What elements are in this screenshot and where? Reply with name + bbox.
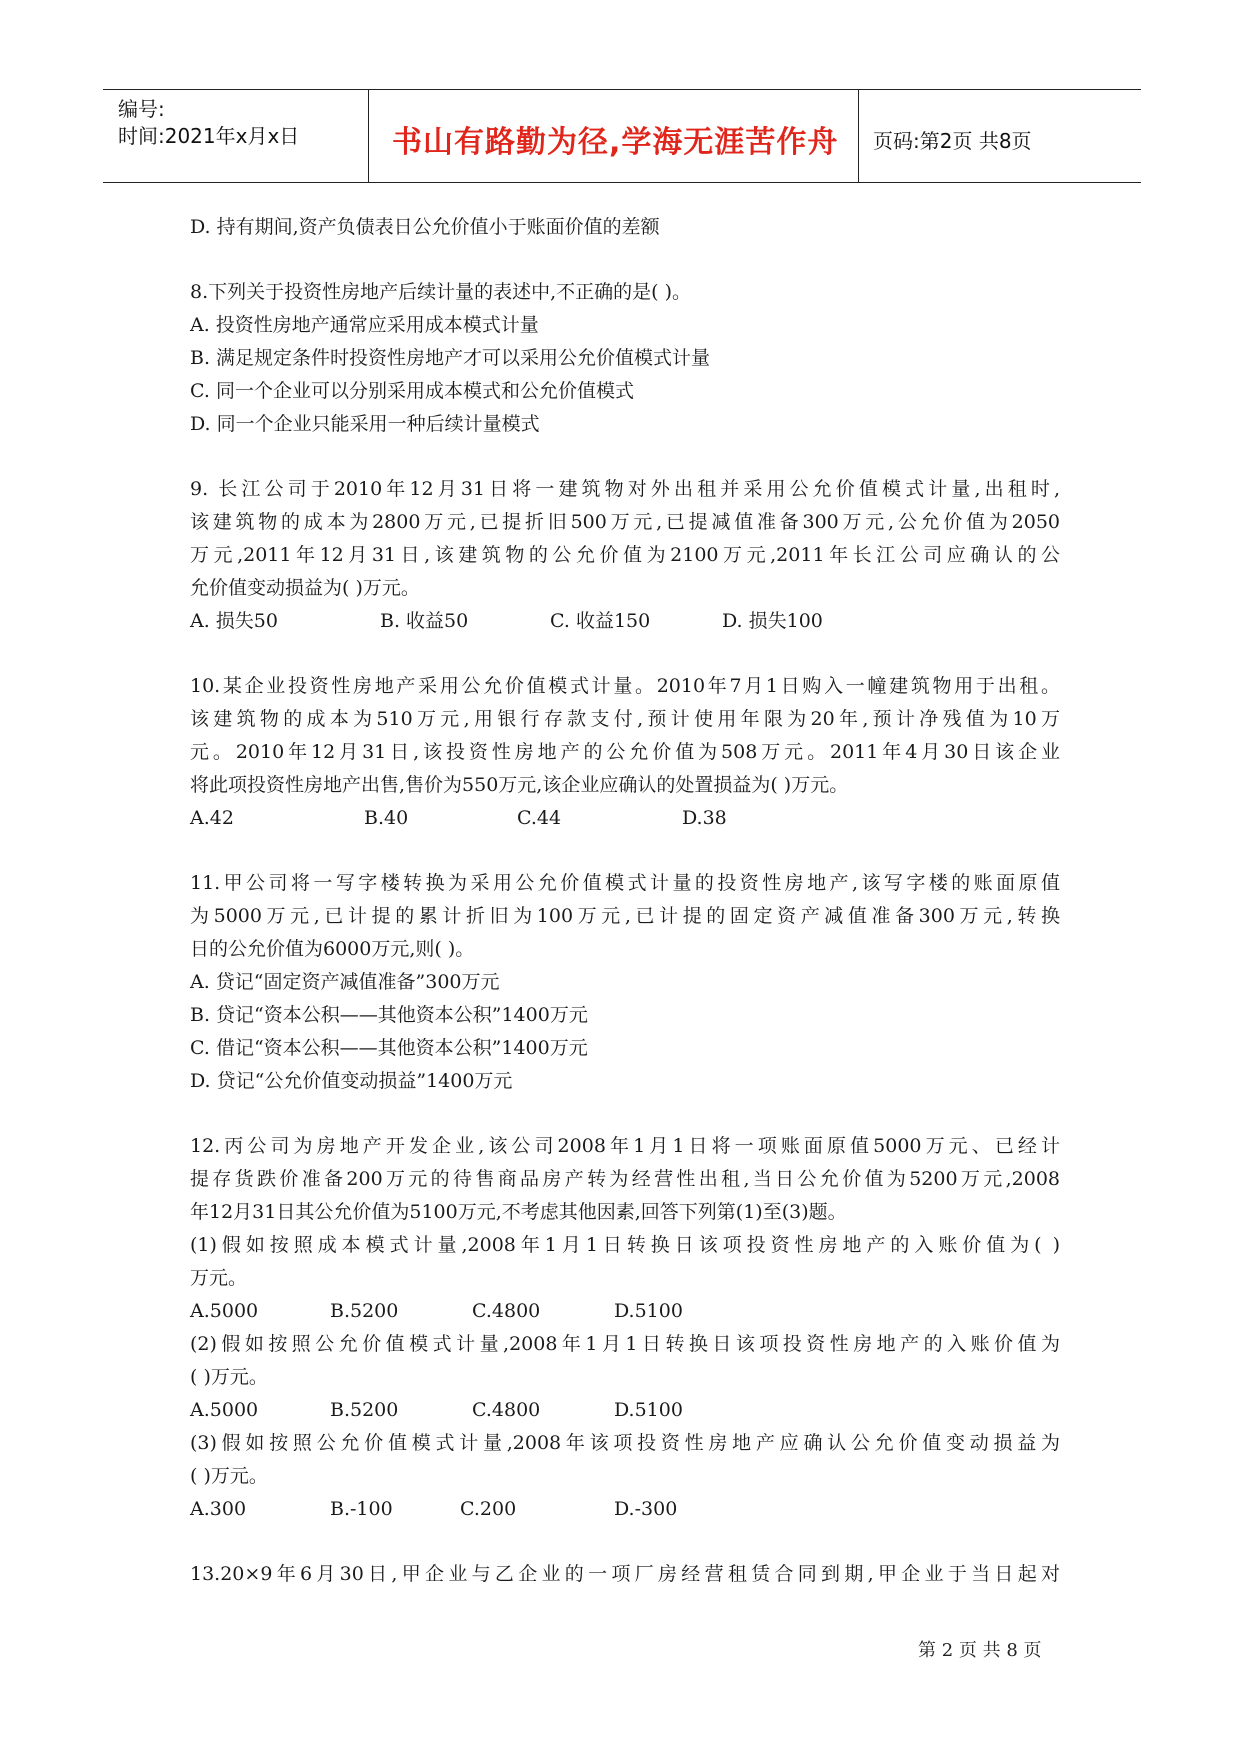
answer-option: A.5000 <box>190 1300 259 1322</box>
question-stem: 元。2010年12月31日,该投资性房地产的公允价值为508万元。2011年4月30日该企业 <box>190 741 1060 763</box>
answer-option: C.44 <box>517 807 562 829</box>
answer-option: B.5200 <box>330 1300 399 1322</box>
question-stem: 为5000万元,已计提的累计折旧为100万元,已计提的固定资产减值准备300万元,转换 <box>190 905 1060 927</box>
question-stem: 10.某企业投资性房地产采用公允价值模式计量。2010年7月1日购入一幢建筑物用于出租。 <box>190 675 1060 697</box>
question-stem: 将此项投资性房地产出售,售价为550万元,该企业应确认的处置损益为( )万元。 <box>190 774 849 796</box>
header-page-label: 页码:第2页 共8页 <box>873 129 1032 153</box>
answer-option: C.200 <box>460 1498 517 1520</box>
answer-option: D.-300 <box>614 1498 678 1520</box>
question-stem: 允价值变动损益为( )万元。 <box>190 577 420 599</box>
answer-option: A.42 <box>190 807 234 829</box>
question-option: D. 同一个企业只能采用一种后续计量模式 <box>190 413 540 435</box>
question-stem: 日的公允价值为6000万元,则( )。 <box>190 938 475 960</box>
answer-option: B.5200 <box>330 1399 399 1421</box>
answer-option: C.4800 <box>472 1300 541 1322</box>
sub-question: (3)假如按照公允价值模式计量,2008年该项投资性房地产应确认公允价值变动损益为 <box>190 1432 1060 1454</box>
question-stem: 年12月31日其公允价值为5100万元,不考虑其他因素,回答下列第(1)至(3)题。 <box>190 1201 847 1223</box>
sub-question: (1)假如按照成本模式计量,2008年1月1日转换日该项投资性房地产的入账价值为( ) <box>190 1234 1060 1256</box>
answer-option: D. 损失100 <box>722 610 823 632</box>
answer-option: D.5100 <box>614 1300 683 1322</box>
header-time-label: 时间:2021年x月x日 <box>118 124 300 148</box>
sub-question: (2)假如按照公允价值模式计量,2008年1月1日转换日该项投资性房地产的入账价值为 <box>190 1333 1060 1355</box>
question-stem: 该建筑物的成本为2800万元,已提折旧500万元,已提减值准备300万元,公允价值为2050 <box>190 511 1060 533</box>
sub-question: 万元。 <box>190 1267 248 1289</box>
question-option: C. 借记“资本公积——其他资本公积”1400万元 <box>190 1037 588 1059</box>
question-stem: 万元,2011年12月31日,该建筑物的公允价值为2100万元,2011年长江公司应确认的公 <box>190 544 1060 566</box>
question-stem: 12.丙公司为房地产开发企业,该公司2008年1月1日将一项账面原值5000万元、已经计 <box>190 1135 1060 1157</box>
header-motto: 书山有路勤为径,学海无涯苦作舟 <box>392 125 839 160</box>
answer-option: A. 损失50 <box>190 610 278 632</box>
header-top-rule <box>103 89 1141 90</box>
question-option: C. 同一个企业可以分别采用成本模式和公允价值模式 <box>190 380 634 402</box>
header-divider-left <box>368 89 369 182</box>
header-bottom-rule <box>103 182 1141 183</box>
sub-question: ( )万元。 <box>190 1366 268 1388</box>
answer-option: C.4800 <box>472 1399 541 1421</box>
answer-option: D.38 <box>682 807 727 829</box>
answer-option: B. 收益50 <box>380 610 469 632</box>
answer-option: A.5000 <box>190 1399 259 1421</box>
question-option: A. 投资性房地产通常应采用成本模式计量 <box>190 314 539 336</box>
page-footer: 第 2 页 共 8 页 <box>918 1640 1042 1661</box>
answer-option: D.5100 <box>614 1399 683 1421</box>
question-stem: 13.20×9年6月30日,甲企业与乙企业的一项厂房经营租赁合同到期,甲企业于当日起对 <box>190 1563 1060 1585</box>
question-stem: 9. 长江公司于2010年12月31日将一建筑物对外出租并采用公允价值模式计量,出租时, <box>190 478 1060 500</box>
answer-option: A.300 <box>190 1498 247 1520</box>
answer-option: B.40 <box>364 807 409 829</box>
question-stem: 8.下列关于投资性房地产后续计量的表述中,不正确的是( )。 <box>190 281 692 303</box>
answer-option: C. 收益150 <box>550 610 651 632</box>
question-option: D. 持有期间,资产负债表日公允价值小于账面价值的差额 <box>190 216 660 238</box>
question-option: B. 满足规定条件时投资性房地产才可以采用公允价值模式计量 <box>190 347 711 369</box>
question-stem: 提存货跌价准备200万元的待售商品房产转为经营性出租,当日公允价值为5200万元,2008 <box>190 1168 1060 1190</box>
question-option: A. 贷记“固定资产减值准备”300万元 <box>190 971 500 993</box>
header-divider-right <box>858 89 859 182</box>
header-number-label: 编号: <box>118 97 165 121</box>
question-option: D. 贷记“公允价值变动损益”1400万元 <box>190 1070 513 1092</box>
sub-question: ( )万元。 <box>190 1465 268 1487</box>
question-stem: 该建筑物的成本为510万元,用银行存款支付,预计使用年限为20年,预计净残值为10万 <box>190 708 1060 730</box>
answer-option: B.-100 <box>330 1498 393 1520</box>
question-option: B. 贷记“资本公积——其他资本公积”1400万元 <box>190 1004 588 1026</box>
question-stem: 11.甲公司将一写字楼转换为采用公允价值模式计量的投资性房地产,该写字楼的账面原值 <box>190 872 1060 894</box>
